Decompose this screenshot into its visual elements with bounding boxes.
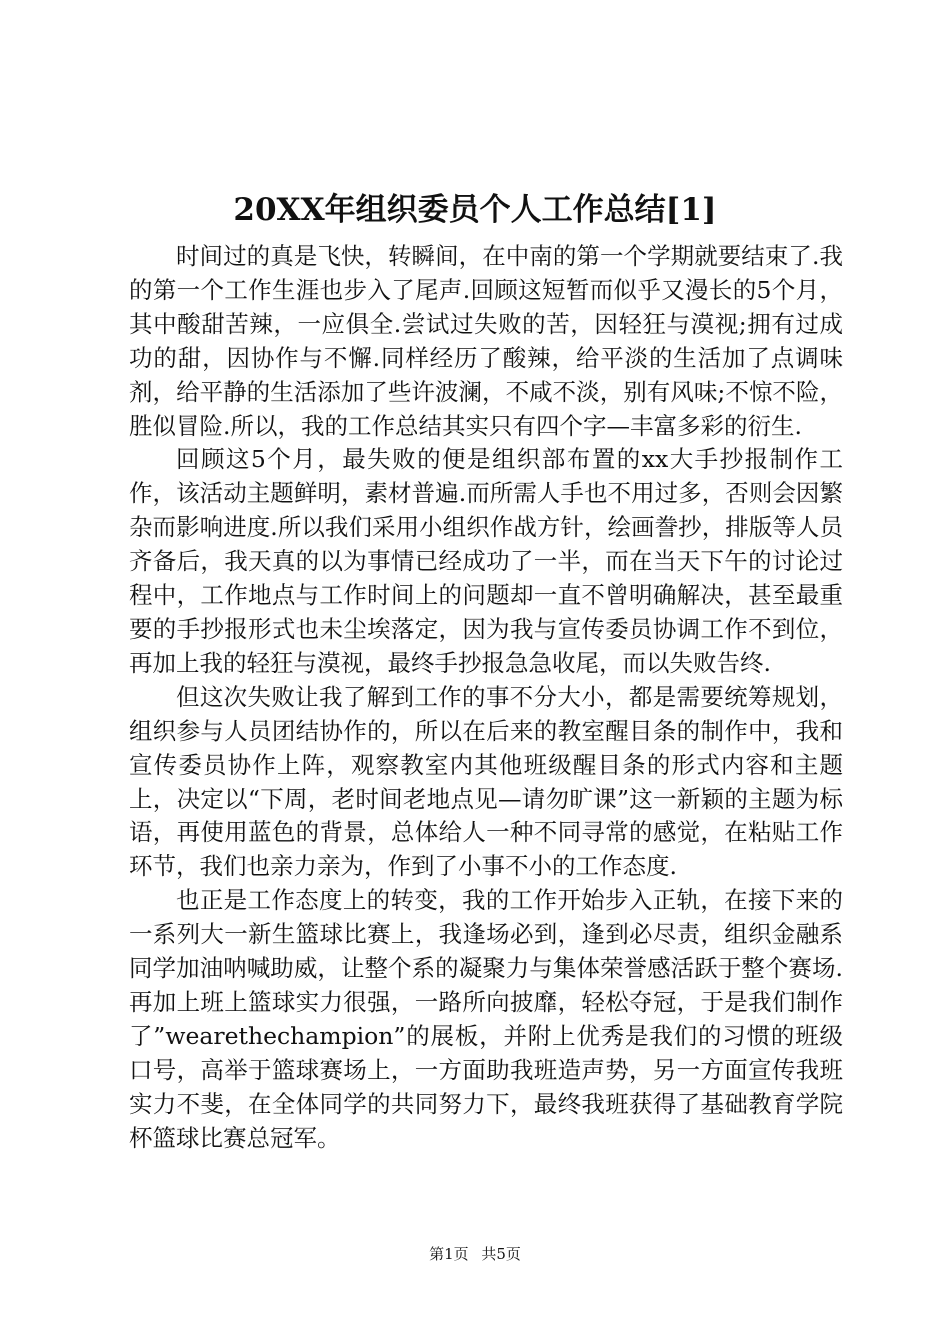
page-footer xyxy=(0,1244,950,1264)
paragraph: 也正是工作态度上的转变，我的工作开始步入正轨，在接下来的一系列大一新生篮球比赛上，我逢场必到，逢到必尽责，组织金融系同学加油呐喊助威，让整个系的凝聚力与集体荣誉感活跃于整个赛场.再加上班上篮球实力很强，一路所向披靡，轻松夺冠，于是我们制作了”wearethechampion”的展板，并附上优秀是我们的习惯的班级口号，高举于篮球赛场上，一方面助我班造声势，另一方面宣传我班实力不斐，在全体同学的共同努力下，最终我班获得了基础教育学院杯篮球比赛总冠军。 xyxy=(129,886,843,1152)
page-total: 共5页 xyxy=(481,1245,521,1263)
document-title: 20XX年组织委员个人工作总结[1] xyxy=(233,192,717,228)
paragraph: 但这次失败让我了解到工作的事不分大小，都是需要统筹规划，组织参与人员团结协作的，所以在后来的教室醒目条的制作中，我和宣传委员协作上阵，观察教室内其他班级醒目条的形式内容和主题上，决定以“下周，老时间老地点见—请勿旷课”这一新颖的主题为标语，再使用蓝色的背景，总体给人一种不同寻常的感觉，在粘贴工作环节，我们也亲力亲为，作到了小事不小的工作态度. xyxy=(129,682,843,881)
paragraph: 时间过的真是飞快，转瞬间，在中南的第一个学期就要结束了.我的第一个工作生涯也步入了尾声.回顾这短暂而似乎又漫长的5个月，其中酸甜苦辣，一应俱全.尝试过失败的苦，因轻狂与漠视;拥有过成功的甜，因协作与不懈.同样经历了酸辣，给平淡的生活加了点调味剂，给平静的生活添加了些许波澜，不咸不淡，别有风味;不惊不险，胜似冒险.所以，我的工作总结其实只有四个字—丰富多彩的衍生. xyxy=(129,242,843,440)
paragraph: 回顾这5个月，最失败的便是组织部布置的xx大手抄报制作工作，该活动主题鲜明，素材普遍.而所需人手也不用过多，否则会因繁杂而影响进度.所以我们采用小组织作战方针，绘画誊抄，排版等人员齐备后，我天真的以为事情已经成功了一半，而在当天下午的讨论过程中，工作地点与工作时间上的问题却一直不曾明确解决，甚至最重要的手抄报形式也未尘埃落定，因为我与宣传委员协调工作不到位，再加上我的轻狂与漠视，最终手抄报急急收尾，而以失败告终. xyxy=(129,445,843,677)
page-number: 第1页 xyxy=(429,1245,469,1263)
document-body xyxy=(129,240,843,1155)
